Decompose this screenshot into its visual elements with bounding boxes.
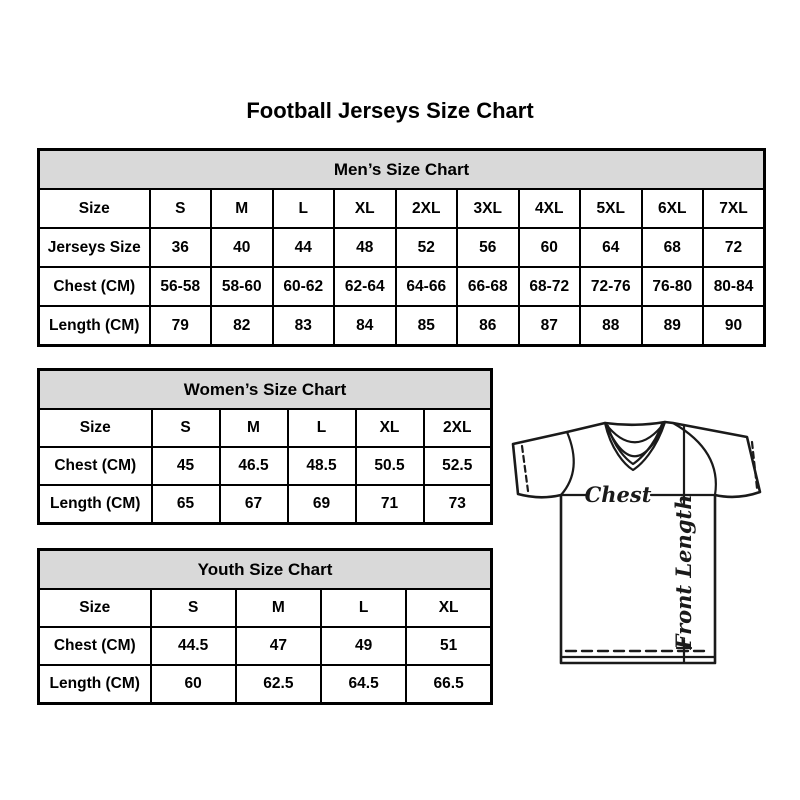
table-cell: XL	[356, 409, 424, 447]
table-cell: 86	[457, 306, 519, 346]
table-cell: 51	[406, 627, 491, 665]
table-cell: S	[151, 589, 236, 627]
table-cell: 49	[321, 627, 406, 665]
table-cell: XL	[334, 189, 396, 228]
table-cell: S	[152, 409, 220, 447]
table-cell: 82	[211, 306, 273, 346]
table-cell: 72-76	[580, 267, 642, 306]
row-label: Chest (CM)	[39, 267, 150, 306]
table-cell: 5XL	[580, 189, 642, 228]
table-cell: 2XL	[424, 409, 492, 447]
table-cell: 83	[273, 306, 335, 346]
table-cell: 44.5	[151, 627, 236, 665]
table-cell: 60-62	[273, 267, 335, 306]
table-cell: 69	[288, 485, 356, 524]
table-cell: 45	[152, 447, 220, 485]
row-label: Chest (CM)	[39, 447, 152, 485]
table-cell: M	[236, 589, 321, 627]
table-cell: 60	[151, 665, 236, 704]
youth-table-title: Youth Size Chart	[39, 550, 492, 590]
table-cell: 66-68	[457, 267, 519, 306]
row-label: Chest (CM)	[39, 627, 151, 665]
womens-size-table	[37, 368, 493, 525]
row-label: Length (CM)	[39, 306, 150, 346]
table-cell: 90	[703, 306, 765, 346]
mens-size-table	[37, 148, 766, 347]
table-cell: 7XL	[703, 189, 765, 228]
table-cell: 68	[642, 228, 704, 267]
table-cell: 76-80	[642, 267, 704, 306]
table-cell: 87	[519, 306, 581, 346]
table-cell: 56-58	[150, 267, 212, 306]
youth-size-table	[37, 548, 493, 705]
table-cell: 62-64	[334, 267, 396, 306]
chest-label: Chest	[584, 482, 652, 507]
front-length-label: Front Length	[671, 494, 696, 650]
table-cell: 48	[334, 228, 396, 267]
table-row	[39, 306, 765, 346]
table-row	[39, 589, 492, 627]
table-cell: 64.5	[321, 665, 406, 704]
row-label: Length (CM)	[39, 665, 151, 704]
table-row	[39, 627, 492, 665]
jersey-diagram	[505, 412, 775, 672]
table-cell: 56	[457, 228, 519, 267]
table-cell: 65	[152, 485, 220, 524]
table-cell: 64-66	[396, 267, 458, 306]
table-cell: 50.5	[356, 447, 424, 485]
table-row	[39, 189, 765, 228]
table-cell: 89	[642, 306, 704, 346]
table-cell: 80-84	[703, 267, 765, 306]
table-cell: 4XL	[519, 189, 581, 228]
table-cell: 73	[424, 485, 492, 524]
table-cell: 84	[334, 306, 396, 346]
row-label: Length (CM)	[39, 485, 152, 524]
table-row	[39, 228, 765, 267]
table-cell: 71	[356, 485, 424, 524]
table-cell: S	[150, 189, 212, 228]
table-row	[39, 409, 492, 447]
table-cell: 79	[150, 306, 212, 346]
table-cell: 47	[236, 627, 321, 665]
table-cell: M	[220, 409, 288, 447]
table-cell: 64	[580, 228, 642, 267]
table-cell: 44	[273, 228, 335, 267]
page-title: Football Jerseys Size Chart	[246, 98, 534, 123]
table-cell: 46.5	[220, 447, 288, 485]
table-cell: XL	[406, 589, 491, 627]
table-cell: 52.5	[424, 447, 492, 485]
row-label: Size	[39, 589, 151, 627]
table-cell: M	[211, 189, 273, 228]
table-cell: 72	[703, 228, 765, 267]
table-cell: 58-60	[211, 267, 273, 306]
table-cell: 88	[580, 306, 642, 346]
table-cell: L	[288, 409, 356, 447]
table-cell: L	[273, 189, 335, 228]
jersey-outline	[513, 422, 760, 663]
mens-table-title: Men’s Size Chart	[39, 150, 765, 190]
row-label: Jerseys Size	[39, 228, 150, 267]
table-cell: 6XL	[642, 189, 704, 228]
table-cell: L	[321, 589, 406, 627]
row-label: Size	[39, 189, 150, 228]
table-row	[39, 267, 765, 306]
table-cell: 62.5	[236, 665, 321, 704]
table-cell: 66.5	[406, 665, 491, 704]
table-cell: 2XL	[396, 189, 458, 228]
table-row	[39, 665, 492, 704]
table-cell: 85	[396, 306, 458, 346]
table-cell: 40	[211, 228, 273, 267]
table-cell: 48.5	[288, 447, 356, 485]
table-cell: 36	[150, 228, 212, 267]
row-label: Size	[39, 409, 152, 447]
table-cell: 3XL	[457, 189, 519, 228]
table-row	[39, 485, 492, 524]
table-row	[39, 447, 492, 485]
table-cell: 60	[519, 228, 581, 267]
table-cell: 67	[220, 485, 288, 524]
table-cell: 68-72	[519, 267, 581, 306]
table-cell: 52	[396, 228, 458, 267]
womens-table-title: Women’s Size Chart	[39, 370, 492, 410]
